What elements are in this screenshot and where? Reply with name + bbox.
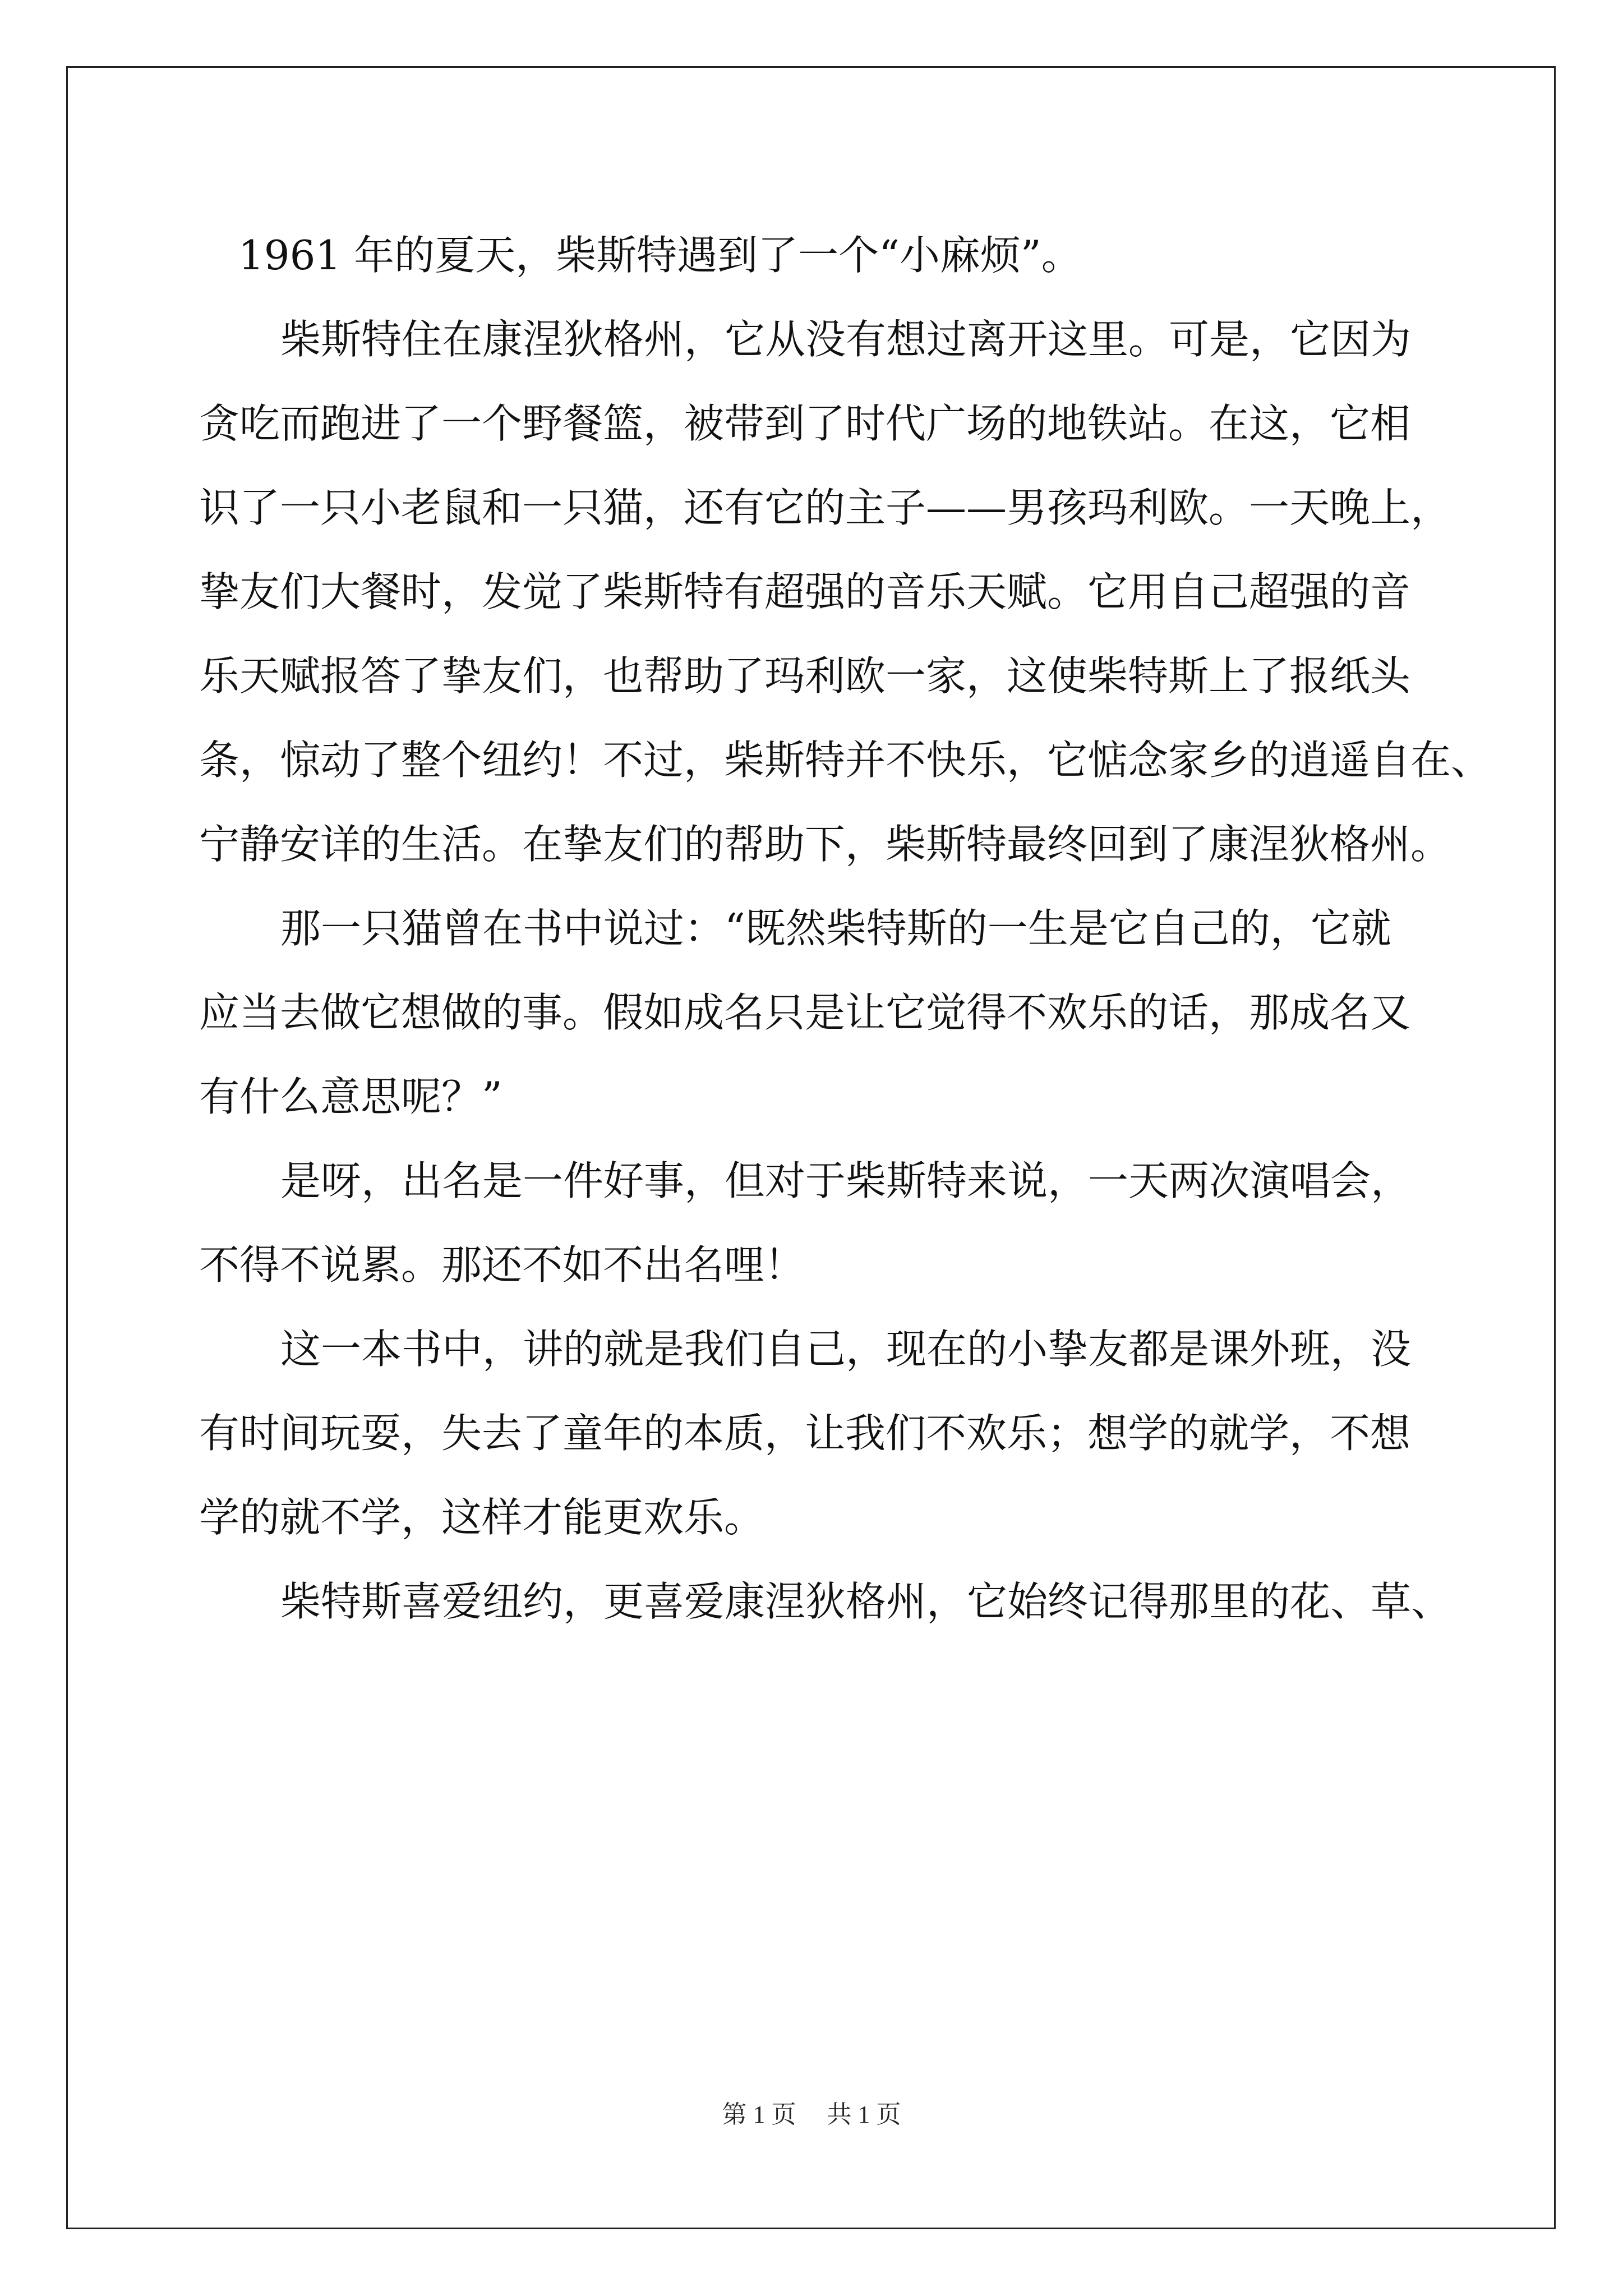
text-line-13: 不得不说累。那还不如不出名哩！ xyxy=(199,1241,805,1289)
page-footer xyxy=(0,2098,1623,2132)
text-line-6: 乐天赋报答了挚友们，也帮助了玛利欧一家，这使柴特斯上了报纸头 xyxy=(199,652,1411,700)
text-line-8: 宁静安详的生活。在挚友们的帮助下，柴斯特最终回到了康涅狄格州。 xyxy=(199,821,1451,868)
text-line-17: 柴特斯喜爱纽约，更喜爱康涅狄格州，它始终记得那里的花、草、 xyxy=(280,1578,1452,1625)
text-line-10: 应当去做它想做的事。假如成名只是让它觉得不欢乐的话，那成名又 xyxy=(199,989,1411,1036)
text-line-12: 是呀，出名是一件好事，但对于柴斯特来说，一天两次演唱会， xyxy=(280,1157,1412,1204)
text-line-2: 柴斯特住在康涅狄格州，它从没有想过离开这里。可是，它因为 xyxy=(280,316,1412,363)
text-line-9: 那一只猫曾在书中说过：“既然柴特斯的一生是它自己的，它就 xyxy=(280,905,1391,952)
text-line-4: 识了一只小老鼠和一只猫，还有它的主子——男孩玛利欧。一天晚上， xyxy=(199,484,1451,531)
text-line-15: 有时间玩耍，失去了童年的本质，让我们不欢乐；想学的就学，不想 xyxy=(199,1410,1411,1457)
text-line-3: 贪吃而跑进了一个野餐篮，被带到了时代广场的地铁站。在这，它相 xyxy=(199,400,1411,447)
text-line-5: 挚友们大餐时，发觉了柴斯特有超强的音乐天赋。它用自己超强的音 xyxy=(199,568,1411,615)
page-total: 共 1 页 xyxy=(827,2101,901,2128)
page-number: 第 1 页 xyxy=(722,2101,796,2128)
text-line-16: 学的就不学，这样才能更欢乐。 xyxy=(199,1494,765,1541)
text-line-11: 有什么意思呢？” xyxy=(199,1073,502,1120)
text-line-7: 条，惊动了整个纽约！不过，柴斯特并不快乐，它惦念家乡的逍遥自在、 xyxy=(199,737,1492,784)
text-line-1: 1961 年的夏天，柴斯特遇到了一个“小麻烦”。 xyxy=(238,232,1082,279)
text-line-14: 这一本书中，讲的就是我们自己，现在的小挚友都是课外班，没 xyxy=(280,1326,1412,1373)
